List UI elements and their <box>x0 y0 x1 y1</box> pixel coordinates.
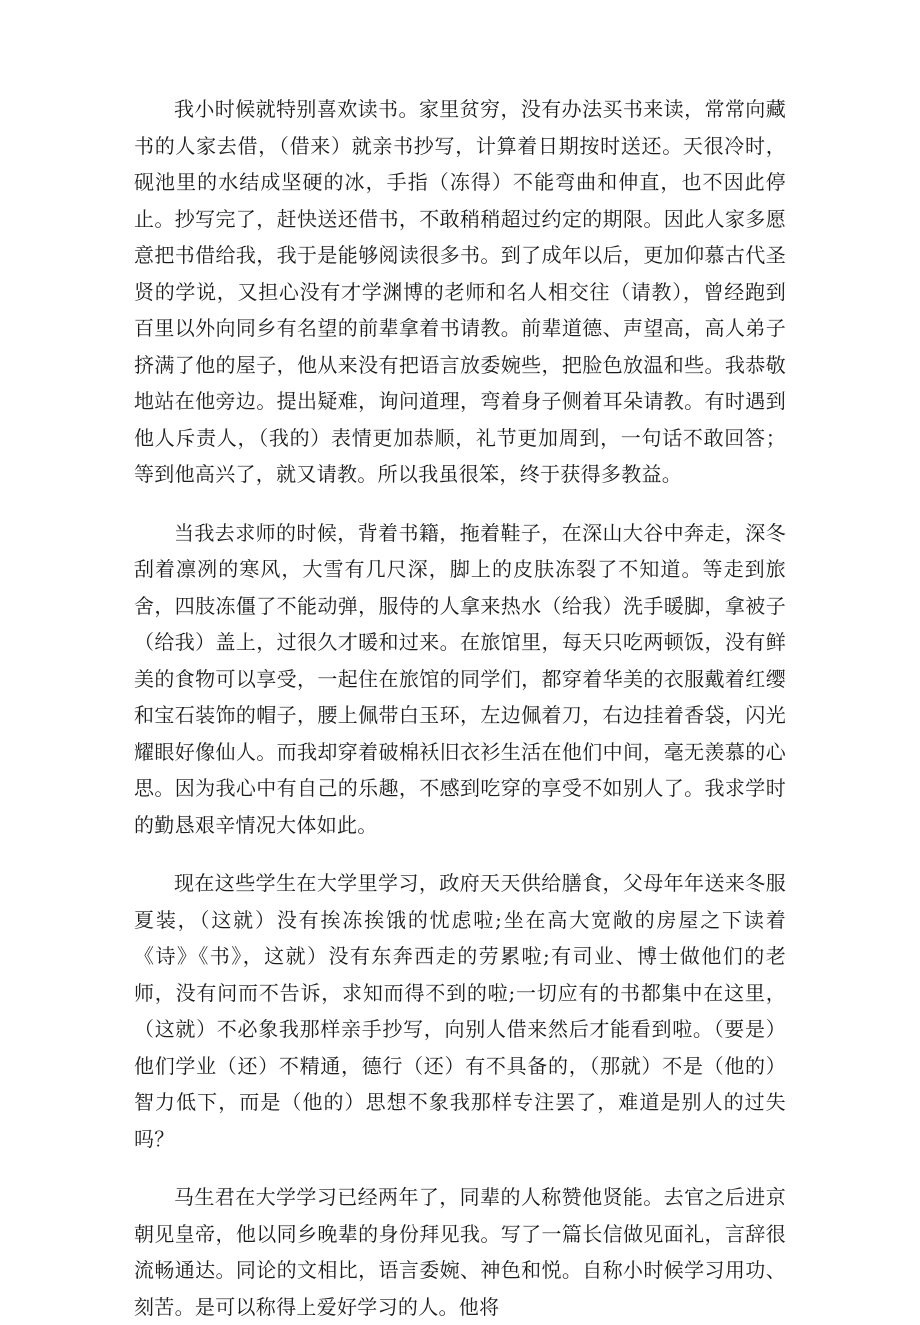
paragraph-2: 当我去求师的时候，背着书籍，拖着鞋子，在深山大谷中奔走，深冬刮着凛冽的寒风，大雪有几尺深，脚上的皮肤冻裂了不知道。等走到旅舍，四肢冻僵了不能动弹，服侍的人拿来热水（给我）洗手暖脚，拿被子（给我）盖上，过很久才暖和过来。在旅馆里，每天只吃两顿饭，没有鲜美的食物可以享受，一起住在旅馆的同学们，都穿着华美的衣服戴着红缨和宝石装饰的帽子，腰上佩带白玉环，左边佩着刀，右边挂着香袋，闪光耀眼好像仙人。而我却穿着破棉袄旧衣衫生活在他们中间，毫无羡慕的心思。因为我心中有自己的乐趣，不感到吃穿的享受不如别人了。我求学时的勤恳艰辛情况大体如此。 <box>134 520 786 837</box>
document-body <box>134 91 786 1325</box>
paragraph-3: 现在这些学生在大学里学习，政府天天供给膳食，父母年年送来冬服夏装，（这就）没有挨冻挨饿的忧虑啦;坐在高大宽敞的房屋之下读着《诗》《书》，这就）没有东奔西走的劳累啦;有司业、博士做他们的老师，没有问而不告诉，求知而得不到的啦;一切应有的书都集中在这里，（这就）不必象我那样亲手抄写，向别人借来然后才能看到啦。（要是）他们学业（还）不精通，德行（还）有不具备的，（那就）不是（他的）智力低下，而是（他的）思想不象我那样专注罢了，难道是别人的过失吗？ <box>134 871 786 1151</box>
paragraph-4: 马生君在大学学习已经两年了，同辈的人称赞他贤能。去官之后进京朝见皇帝，他以同乡晚辈的身份拜见我。写了一篇长信做见面礼，言辞很流畅通达。同论的文相比，语言委婉、神色和悦。自称小时候学习用功、刻苦。是可以称得上爱好学习的人。他将 <box>134 1185 786 1319</box>
paragraph-1: 我小时候就特别喜欢读书。家里贫穷，没有办法买书来读，常常向藏书的人家去借，（借来）就亲书抄写，计算着日期按时送还。天很冷时，砚池里的水结成坚硬的冰，手指（冻得）不能弯曲和伸直，也不因此停止。抄写完了，赶快送还借书，不敢稍稍超过约定的期限。因此人家多愿意把书借给我，我于是能够阅读很多书。到了成年以后，更加仰慕古代圣贤的学说，又担心没有才学渊博的老师和名人相交往（请教），曾经跑到百里以外向同乡有名望的前辈拿着书请教。前辈道德、声望高，高人弟子挤满了他的屋子，他从来没有把语言放委婉些，把脸色放温和些。我恭敬地站在他旁边。提出疑难，询问道理，弯着身子侧着耳朵请教。有时遇到他人斥责人，（我的）表情更加恭顺，礼节更加周到，一句话不敢回答；等到他高兴了，就又请教。所以我虽很笨，终于获得多教益。 <box>134 97 786 486</box>
